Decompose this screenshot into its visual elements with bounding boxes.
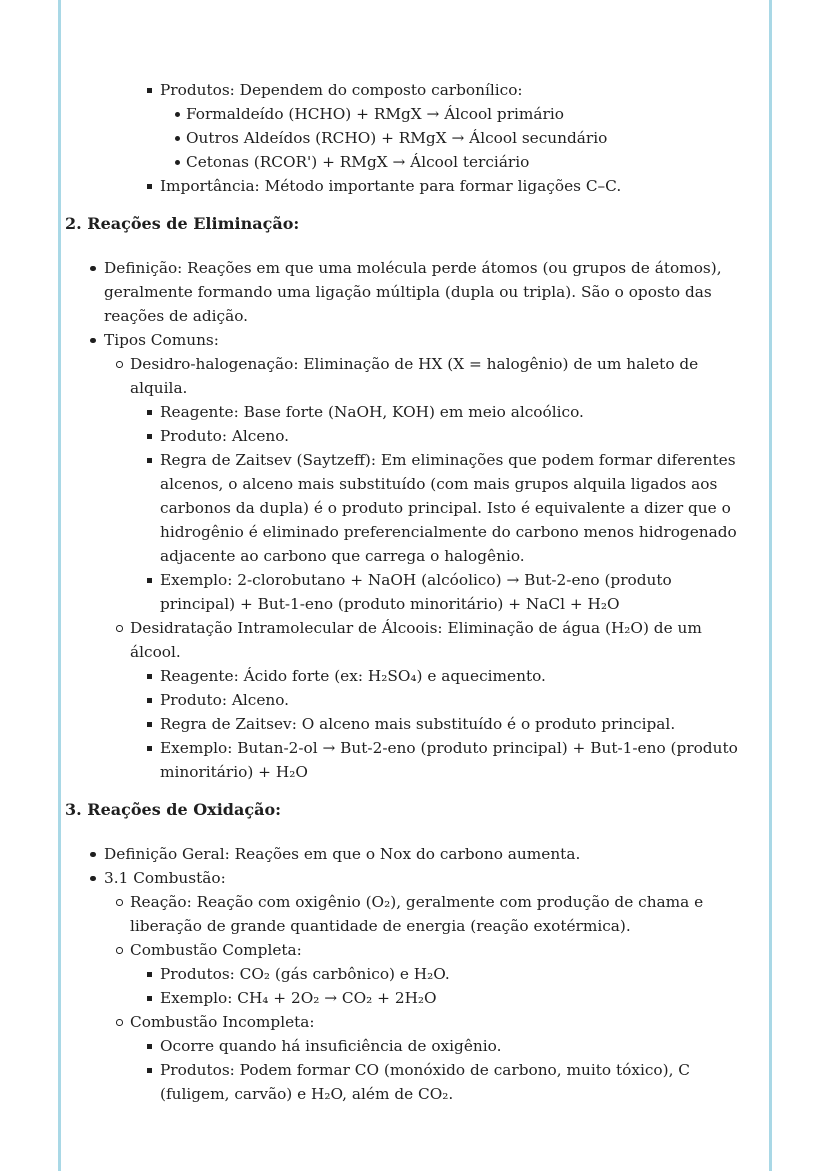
bullet-square-icon xyxy=(147,434,152,439)
bullet-disc-icon xyxy=(90,338,96,344)
bullet-disc-icon xyxy=(90,876,96,882)
list-item xyxy=(65,616,751,664)
bullet-square-icon xyxy=(147,746,152,751)
section-heading-oxidacao: 3. Reações de Oxidação: xyxy=(65,800,282,819)
bullet-circle-icon xyxy=(116,947,123,954)
list-item xyxy=(65,174,751,198)
list-item-text: Definição: Reações em que uma molécula perde átomos (ou grupos de átomos), geralmente formando uma ligação múltipla (dupla ou tripla). São o oposto das reações de adição. xyxy=(104,259,722,325)
list-item-text: Produtos: Dependem do composto carbonílico: xyxy=(160,81,523,99)
list-item xyxy=(65,962,751,986)
list-item-text: 3.1 Combustão: xyxy=(104,869,226,887)
list-item xyxy=(65,400,751,424)
list-item xyxy=(65,986,751,1010)
section-heading-eliminacao: 2. Reações de Eliminação: xyxy=(65,214,300,233)
list-item xyxy=(65,1034,751,1058)
list-item-text: Ocorre quando há insuficiência de oxigênio. xyxy=(160,1037,502,1055)
list-item xyxy=(65,328,751,352)
list-item-text: Cetonas (RCOR') + RMgX → Álcool terciário xyxy=(186,153,530,171)
list-item xyxy=(65,424,751,448)
bullet-disc-icon xyxy=(175,160,180,165)
bullet-square-icon xyxy=(147,722,152,727)
bullet-square-icon xyxy=(147,1044,152,1049)
list-item xyxy=(65,78,751,102)
list-item xyxy=(65,712,751,736)
bullet-disc-icon xyxy=(175,112,180,117)
bullet-square-icon xyxy=(147,972,152,977)
bullet-disc-icon xyxy=(90,852,96,858)
list-item-text: Produto: Alceno. xyxy=(160,691,290,709)
list-item xyxy=(65,736,751,784)
bullet-square-icon xyxy=(147,184,152,189)
bullet-circle-icon xyxy=(116,625,123,632)
bullet-square-icon xyxy=(147,674,152,679)
bullet-square-icon xyxy=(147,458,152,463)
list-item xyxy=(65,568,751,616)
bullet-square-icon xyxy=(147,698,152,703)
list-item xyxy=(65,448,751,568)
list-item xyxy=(65,1010,751,1034)
list-item xyxy=(65,150,751,174)
list-item xyxy=(65,256,751,328)
list-item-text: Tipos Comuns: xyxy=(104,331,219,349)
list-item-text: Formaldeído (HCHO) + RMgX → Álcool primário xyxy=(186,105,564,123)
list-item-text: Exemplo: CH₄ + 2O₂ → CO₂ + 2H₂O xyxy=(160,989,437,1007)
bullet-square-icon xyxy=(147,1068,152,1073)
list-item-text: Exemplo: 2-clorobutano + NaOH (alcóolico) → But-2-eno (produto principal) + But-1-eno (produto minoritário) + NaCl + H₂O xyxy=(160,571,672,613)
page-right-rule xyxy=(769,0,772,1171)
list-item-text: Regra de Zaitsev: O alceno mais substituído é o produto principal. xyxy=(160,715,676,733)
bullet-disc-icon xyxy=(90,266,96,272)
bullet-disc-icon xyxy=(175,136,180,141)
list-item-text: Desidro-halogenação: Eliminação de HX (X = halogênio) de um haleto de alquila. xyxy=(130,355,699,397)
list-item-text: Exemplo: Butan-2-ol → But-2-eno (produto principal) + But-1-eno (produto minoritário) + H₂O xyxy=(160,739,738,781)
list-item-text: Importância: Método importante para formar ligações C–C. xyxy=(160,177,622,195)
document-content xyxy=(65,78,751,1106)
list-item-text: Regra de Zaitsev (Saytzeff): Em eliminações que podem formar diferentes alcenos, o alceno mais substituído (com mais grupos alquila ligados aos carbonos da dupla) é o produto principal. Isto é equivalente a dizer que o hidrogênio é eliminado preferencialmente do carbono menos hidrogenado adjacente ao carbono que carrega o halogênio. xyxy=(160,451,737,565)
bullet-square-icon xyxy=(147,88,152,93)
list-item xyxy=(65,126,751,150)
bullet-circle-icon xyxy=(116,1019,123,1026)
list-item-text: Combustão Completa: xyxy=(130,941,302,959)
bullet-square-icon xyxy=(147,410,152,415)
list-item xyxy=(65,102,751,126)
bullet-square-icon xyxy=(147,996,152,1001)
list-item-text: Reagente: Base forte (NaOH, KOH) em meio alcoólico. xyxy=(160,403,584,421)
list-item xyxy=(65,890,751,938)
list-item-text: Desidratação Intramolecular de Álcoois: Eliminação de água (H₂O) de um álcool. xyxy=(130,619,702,661)
list-item-text: Combustão Incompleta: xyxy=(130,1013,315,1031)
list-item-text: Produtos: Podem formar CO (monóxido de carbono, muito tóxico), C (fuligem, carvão) e H₂O, além de CO₂. xyxy=(160,1061,691,1103)
list-item xyxy=(65,938,751,962)
page-left-rule xyxy=(58,0,61,1171)
list-item-text: Outros Aldeídos (RCHO) + RMgX → Álcool secundário xyxy=(186,129,608,147)
list-item-text: Reação: Reação com oxigênio (O₂), geralmente com produção de chama e liberação de grande quantidade de energia (reação exotérmica). xyxy=(130,893,704,935)
bullet-circle-icon xyxy=(116,361,123,368)
list-item xyxy=(65,352,751,400)
list-item-text: Produto: Alceno. xyxy=(160,427,290,445)
list-item-text: Definição Geral: Reações em que o Nox do carbono aumenta. xyxy=(104,845,581,863)
bullet-circle-icon xyxy=(116,899,123,906)
list-item-text: Reagente: Ácido forte (ex: H₂SO₄) e aquecimento. xyxy=(160,667,546,685)
list-item xyxy=(65,1058,751,1106)
list-item-text: Produtos: CO₂ (gás carbônico) e H₂O. xyxy=(160,965,450,983)
bullet-square-icon xyxy=(147,578,152,583)
list-item xyxy=(65,688,751,712)
list-item xyxy=(65,842,751,866)
list-item xyxy=(65,664,751,688)
list-item xyxy=(65,866,751,890)
